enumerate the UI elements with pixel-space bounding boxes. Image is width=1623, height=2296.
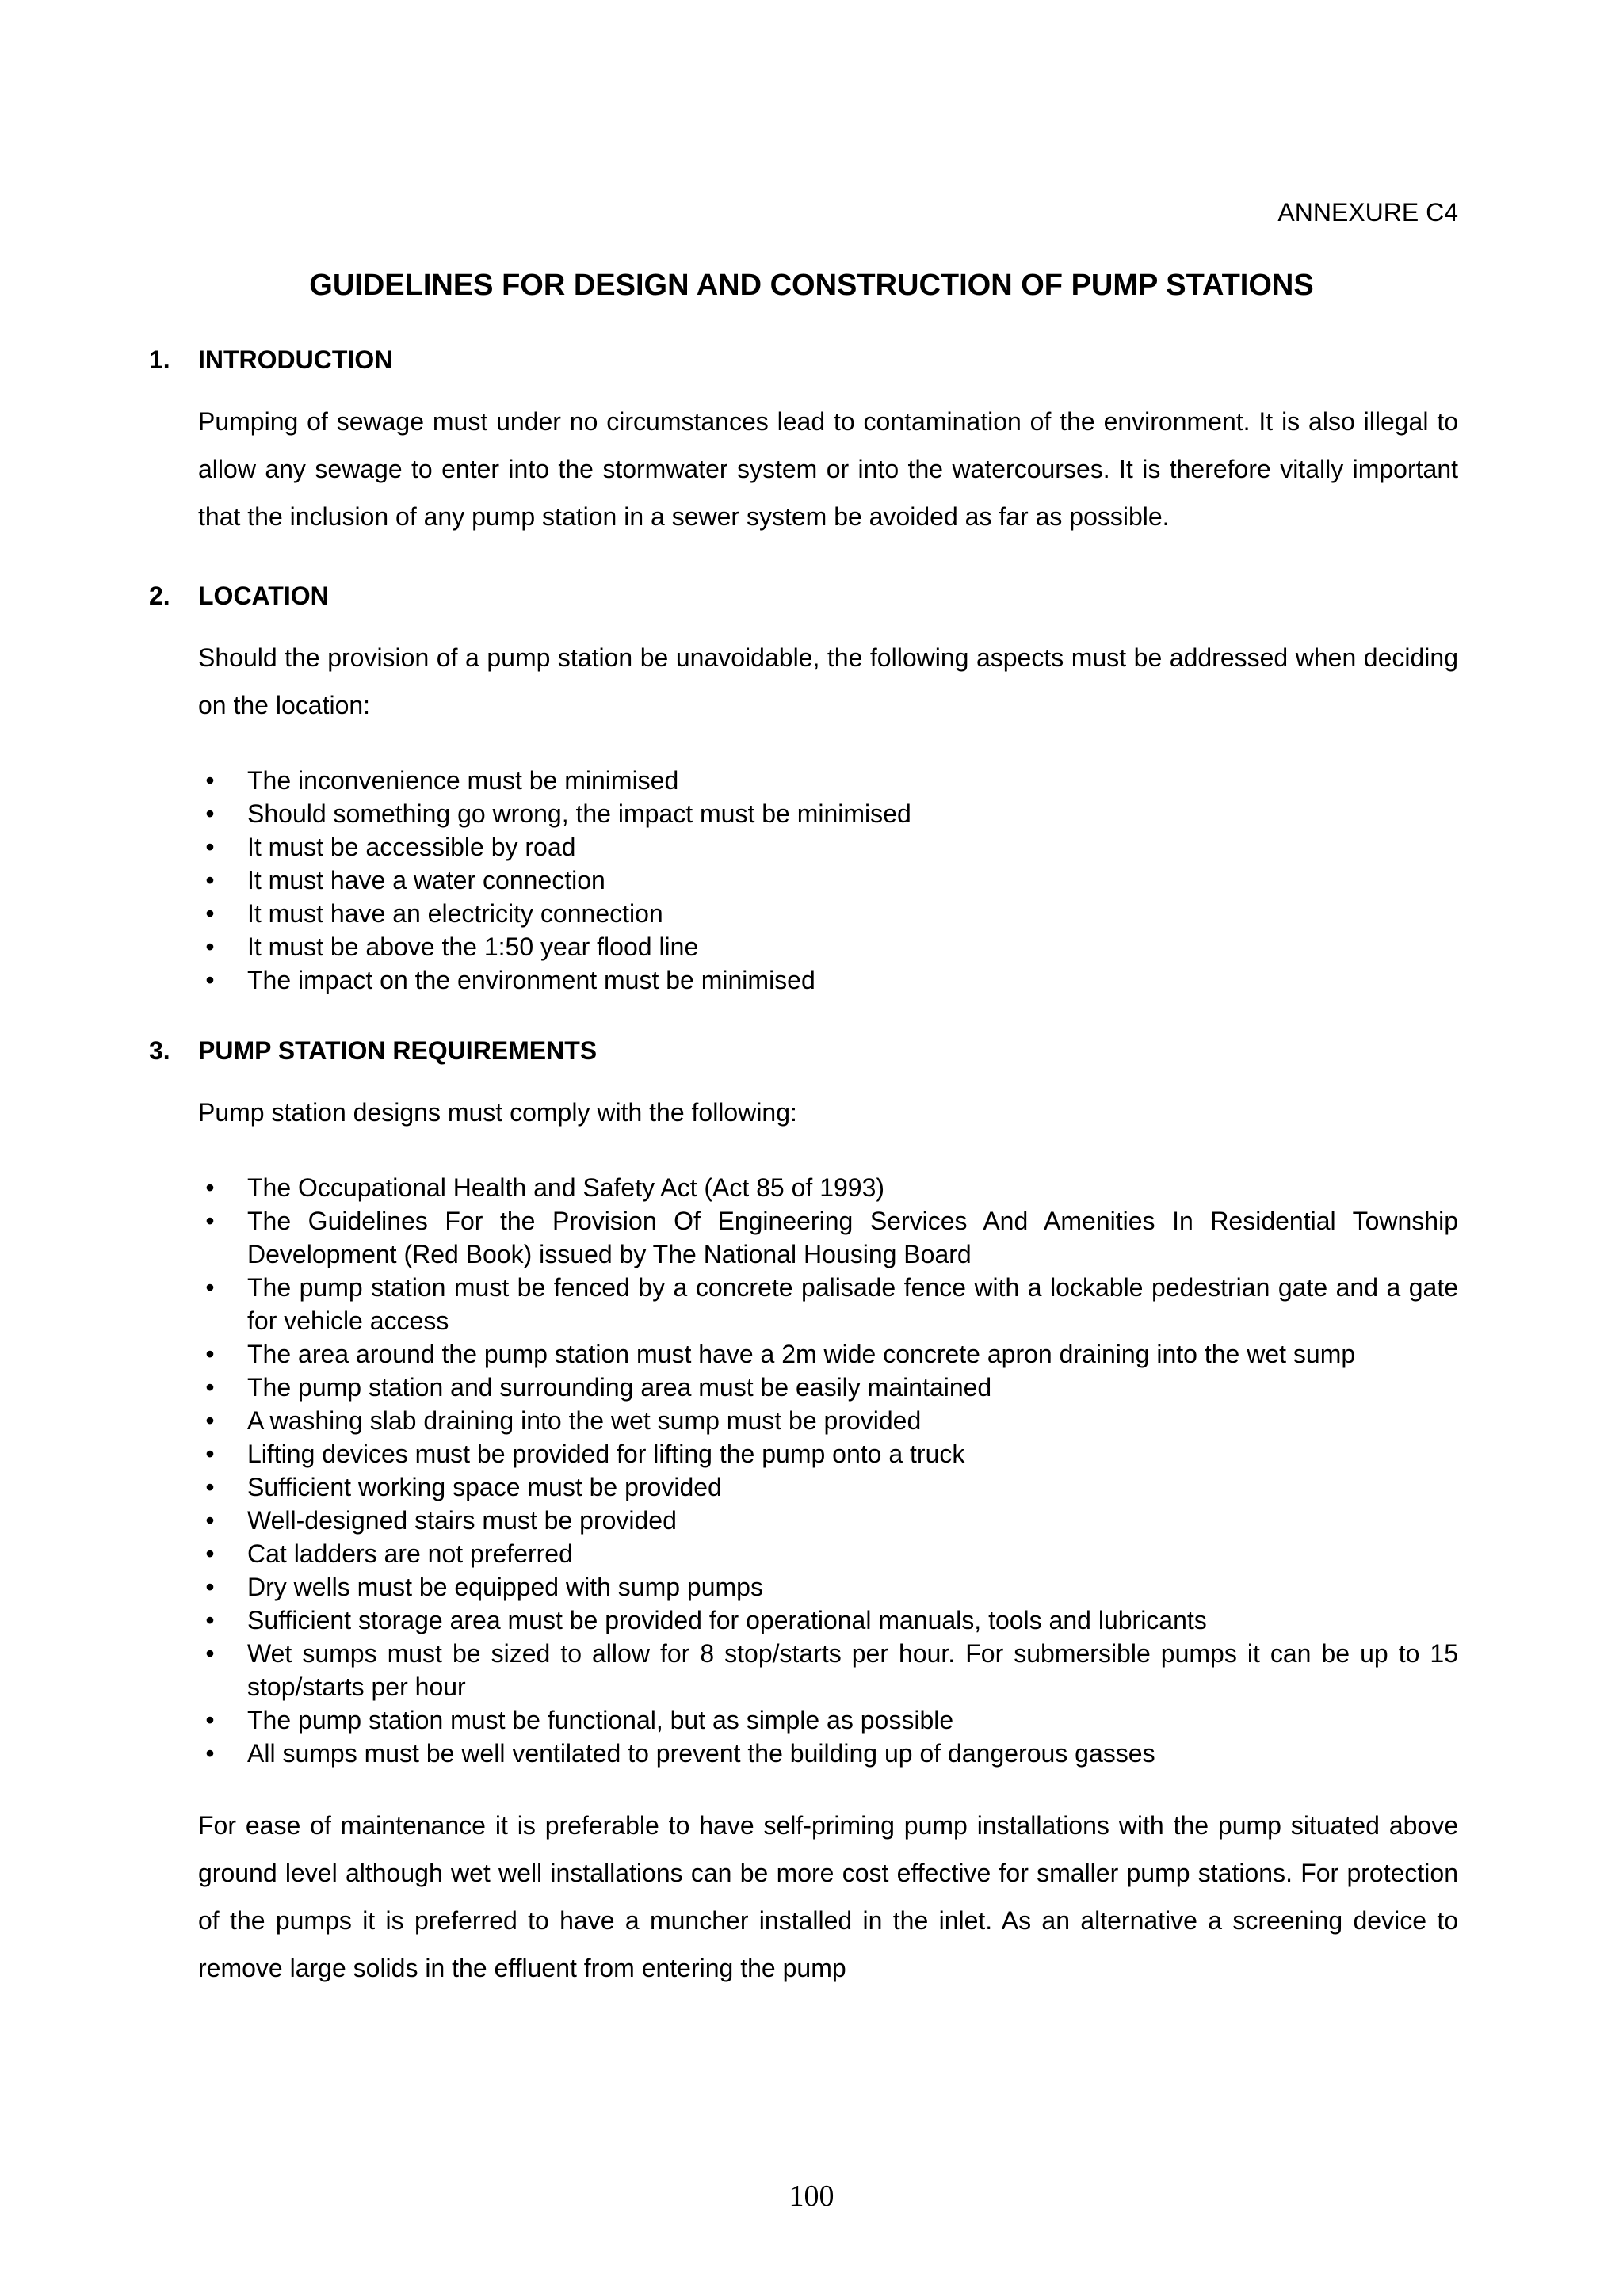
bullet-icon: • (205, 833, 215, 861)
section-heading (149, 580, 1458, 612)
list-item: • The impact on the environment must be minimised (198, 963, 1458, 997)
annexure-label: ANNEXURE C4 (1277, 198, 1458, 227)
bullet-icon: • (205, 1639, 215, 1668)
bullet-icon: • (205, 1340, 215, 1368)
list-item: • The pump station and surrounding area must be easily maintained (198, 1371, 1458, 1404)
list-item: • It must have an electricity connection (198, 897, 1458, 930)
list-item: • The area around the pump station must have a 2m wide concrete apron draining into the wet sump (198, 1337, 1458, 1371)
section-title: INTRODUCTION (198, 345, 393, 374)
bullet-icon: • (205, 933, 215, 961)
bullet-icon: • (205, 866, 215, 894)
section-heading (149, 1035, 1458, 1066)
bullet-icon: • (205, 766, 215, 795)
closing-paragraph: For ease of maintenance it is preferable to have self-priming pump installations with the pump situated above ground level although wet well installations can be more cost effective for smaller pump stations. For protection of the pumps it is preferred to have a muncher installed in the inlet. As an alternative a screening device to remove large solids in the effluent from entering the pump (198, 1811, 1458, 1982)
bullet-icon: • (205, 1606, 215, 1634)
section-number: 2. (149, 582, 170, 610)
bullet-icon: • (205, 1207, 215, 1235)
list-item: • All sumps must be well ventilated to prevent the building up of dangerous gasses (198, 1737, 1458, 1770)
bullet-icon: • (205, 1573, 215, 1601)
list-item: • It must have a water connection (198, 864, 1458, 897)
document-title: GUIDELINES FOR DESIGN AND CONSTRUCTION OF PUMP STATIONS (309, 269, 1314, 302)
list-item: • Should something go wrong, the impact must be minimised (198, 797, 1458, 830)
bullet-icon: • (205, 899, 215, 928)
list-item: • Sufficient working space must be provided (198, 1470, 1458, 1504)
section-heading (149, 344, 1458, 376)
bullet-icon: • (205, 799, 215, 828)
location-bullet-list (198, 764, 1458, 997)
bullet-icon: • (205, 1273, 215, 1302)
section-location (149, 580, 1458, 997)
section-title: LOCATION (198, 582, 329, 610)
requirements-bullet-list (198, 1171, 1458, 1770)
bullet-icon: • (205, 1373, 215, 1402)
section-number: 3. (149, 1036, 170, 1065)
list-item: • The Occupational Health and Safety Act (Act 85 of 1993) (198, 1171, 1458, 1204)
section-introduction (149, 344, 1458, 540)
section-paragraph: Pump station designs must comply with the following: (198, 1098, 797, 1127)
list-item: • The inconvenience must be minimised (198, 764, 1458, 797)
bullet-icon: • (205, 1406, 215, 1435)
list-item: • Dry wells must be equipped with sump pumps (198, 1570, 1458, 1604)
section-paragraph: Should the provision of a pump station be unavoidable, the following aspects must be addressed when deciding on the location: (198, 643, 1458, 719)
list-item: • Lifting devices must be provided for lifting the pump onto a truck (198, 1437, 1458, 1470)
bullet-icon: • (205, 1706, 215, 1734)
bullet-icon: • (205, 1739, 215, 1768)
section-paragraph: Pumping of sewage must under no circumstances lead to contamination of the environment. It is also illegal to allow any sewage to enter into the stormwater system or into the watercourses. It is therefore vitally important that the inclusion of any pump station in a sewer system be avoided as far as possible. (198, 407, 1458, 531)
section-number: 1. (149, 345, 170, 374)
list-item: • It must be accessible by road (198, 830, 1458, 864)
list-item: • Well-designed stairs must be provided (198, 1504, 1458, 1537)
section-title: PUMP STATION REQUIREMENTS (198, 1036, 598, 1065)
list-item: • Cat ladders are not preferred (198, 1537, 1458, 1570)
bullet-icon: • (205, 1539, 215, 1568)
list-item: • The pump station must be fenced by a concrete palisade fence with a lockable pedestrian gate and a gate for vehicle access (198, 1271, 1458, 1337)
list-item: • Sufficient storage area must be provided for operational manuals, tools and lubricants (198, 1604, 1458, 1637)
list-item: • It must be above the 1:50 year flood line (198, 930, 1458, 963)
bullet-icon: • (205, 1506, 215, 1535)
bullet-icon: • (205, 1473, 215, 1501)
list-item: • The pump station must be functional, but as simple as possible (198, 1703, 1458, 1737)
bullet-icon: • (205, 1440, 215, 1468)
page-number: 100 (789, 2180, 834, 2213)
section-requirements (149, 1035, 1458, 1992)
list-item: • The Guidelines For the Provision Of Engineering Services And Amenities In Residential Township Development (Red Book) issued by The National Housing Board (198, 1204, 1458, 1271)
bullet-icon: • (205, 966, 215, 994)
list-item: • Wet sumps must be sized to allow for 8 stop/starts per hour. For submersible pumps it can be up to 15 stop/starts per hour (198, 1637, 1458, 1703)
bullet-icon: • (205, 1173, 215, 1202)
list-item: • A washing slab draining into the wet sump must be provided (198, 1404, 1458, 1437)
